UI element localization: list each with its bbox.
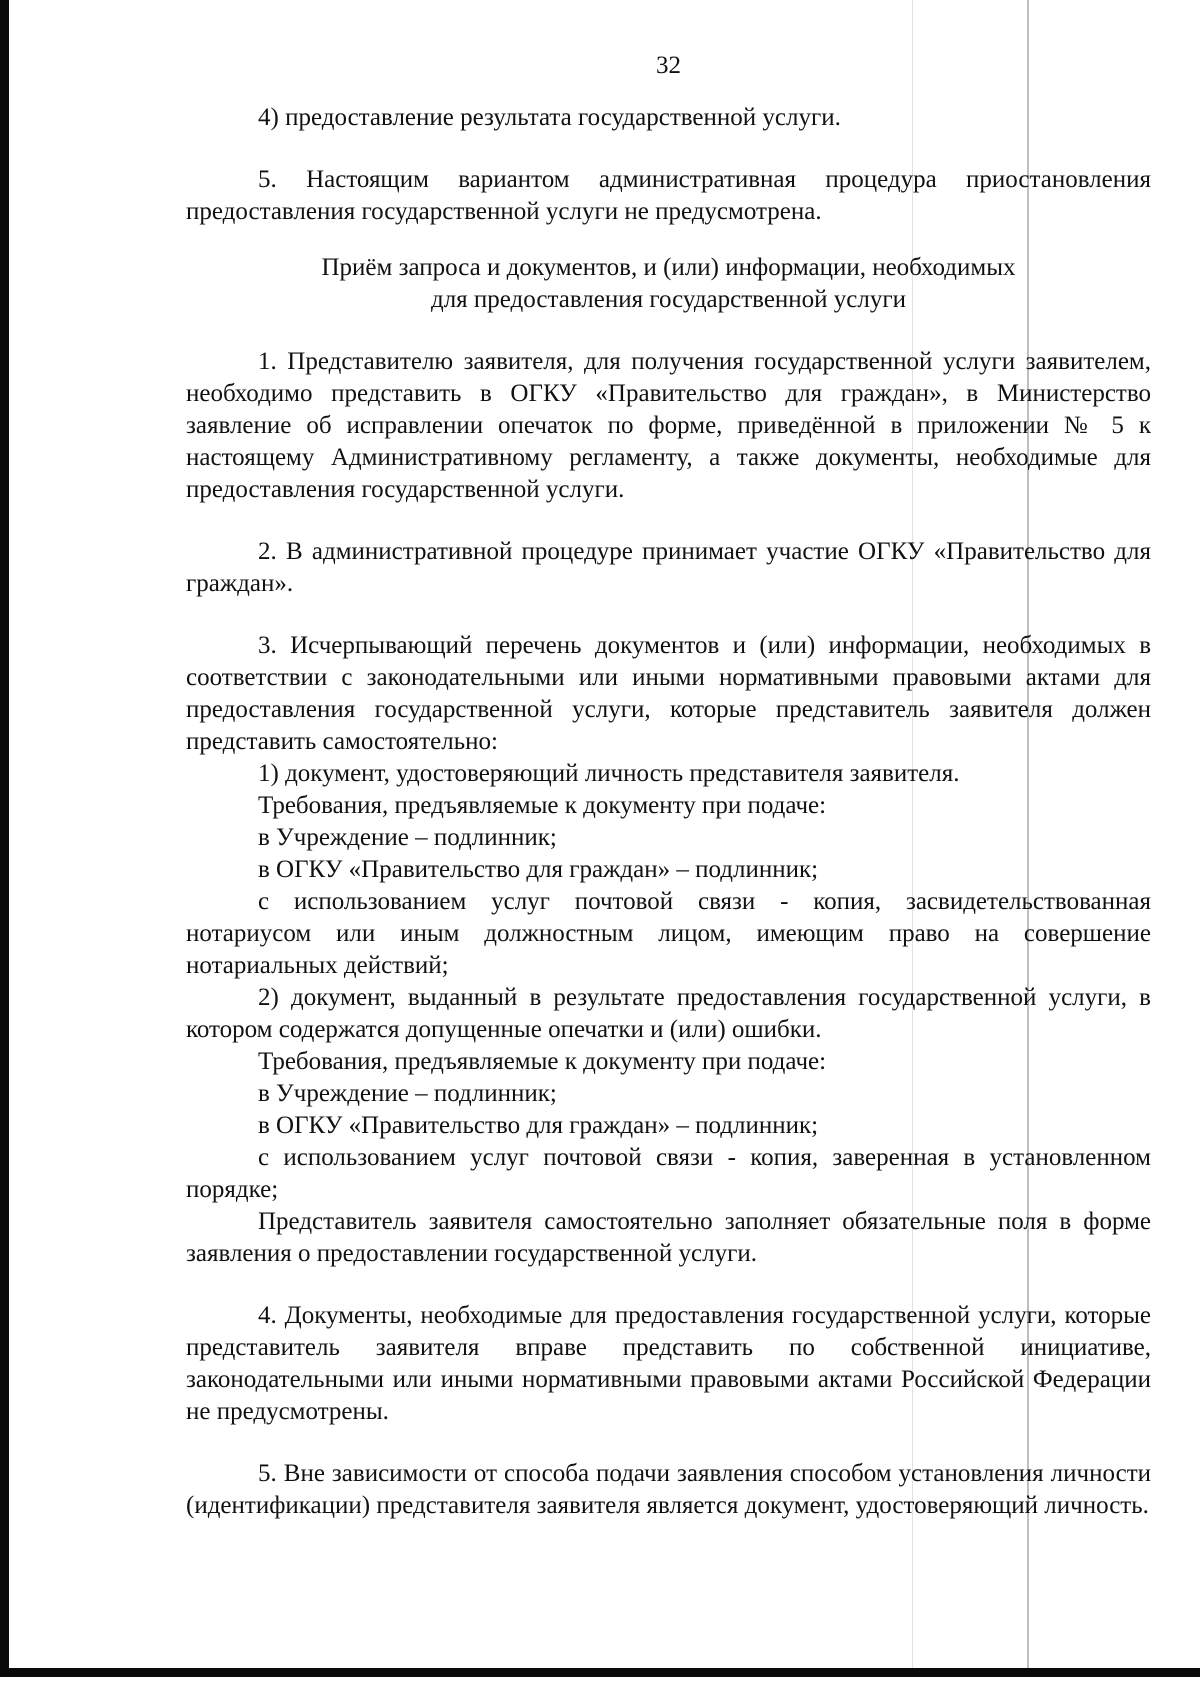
scan-edge-bottom	[0, 1668, 1200, 1677]
page-number: 32	[656, 52, 681, 79]
paragraph: Представитель заявителя самостоятельно заполняет обязательные поля в форме заявления о предоставлении государственной услуги.	[186, 1208, 1151, 1267]
paragraph: Требования, предъявляемые к документу при подаче:	[258, 1048, 827, 1075]
document-body	[186, 102, 1151, 1522]
paragraph-spacer	[186, 1428, 1151, 1458]
paragraph: 1) документ, удостоверяющий личность представителя заявителя.	[258, 760, 960, 787]
paragraph: 5. Настоящим вариантом административная процедура приостановления предоставления государственной услуги не предусмотрена.	[186, 166, 1151, 225]
paragraph: с использованием услуг почтовой связи - копия, заверенная в установленном порядке;	[186, 1144, 1151, 1203]
paragraph-spacer	[186, 506, 1151, 536]
paragraph: в Учреждение – подлинник;	[258, 1080, 557, 1107]
paragraph: 2) документ, выданный в результате предоставления государственной услуги, в котором содержатся допущенные опечатки и (или) ошибки.	[186, 984, 1151, 1043]
paragraph-spacer	[186, 228, 1151, 252]
section-heading-line: для предоставления государственной услуги	[430, 286, 907, 313]
paragraph: 1. Представителю заявителя, для получения государственной услуги заявителем, необходимо представить в ОГКУ «Правительство для граждан», в Министерство заявление об исправлении опечаток по форме, приведённой в приложении № 5 к настоящему Административному регламенту, а также документы, необходимые для предоставления государственной услуги.	[186, 348, 1151, 503]
document-page	[186, 50, 1151, 1522]
paragraph-spacer	[186, 600, 1151, 630]
section-heading-line: Приём запроса и документов, и (или) информации, необходимых	[321, 254, 1016, 281]
paragraph: в ОГКУ «Правительство для граждан» – подлинник;	[258, 856, 819, 883]
paragraph-spacer	[186, 1270, 1151, 1300]
paragraph: 5. Вне зависимости от способа подачи заявления способом установления личности (идентификации) представителя заявителя является документ, удостоверяющий личность.	[186, 1460, 1151, 1519]
paragraph: Требования, предъявляемые к документу при подаче:	[258, 792, 827, 819]
paragraph-spacer	[186, 316, 1151, 346]
scan-edge-left	[0, 0, 9, 1676]
paragraph: 4) предоставление результата государственной услуги.	[258, 104, 841, 131]
paragraph: 4. Документы, необходимые для предоставления государственной услуги, которые представитель заявителя вправе представить по собственной инициативе, законодательными или иными нормативными правовыми актами Российской Федерации не предусмотрены.	[186, 1302, 1151, 1425]
paragraph: в ОГКУ «Правительство для граждан» – подлинник;	[258, 1112, 819, 1139]
paragraph: с использованием услуг почтовой связи - копия, засвидетельствованная нотариусом или иным должностным лицом, имеющим право на совершение нотариальных действий;	[186, 888, 1151, 979]
paragraph: 3. Исчерпывающий перечень документов и (или) информации, необходимых в соответствии с законодательными или иными нормативными правовыми актами для предоставления государственной услуги, которые представитель заявителя должен представить самостоятельно:	[186, 632, 1151, 755]
section-heading	[186, 252, 1151, 316]
paragraph: в Учреждение – подлинник;	[258, 824, 557, 851]
paragraph: 2. В административной процедуре принимает участие ОГКУ «Правительство для граждан».	[186, 538, 1151, 597]
paragraph-spacer	[186, 134, 1151, 164]
